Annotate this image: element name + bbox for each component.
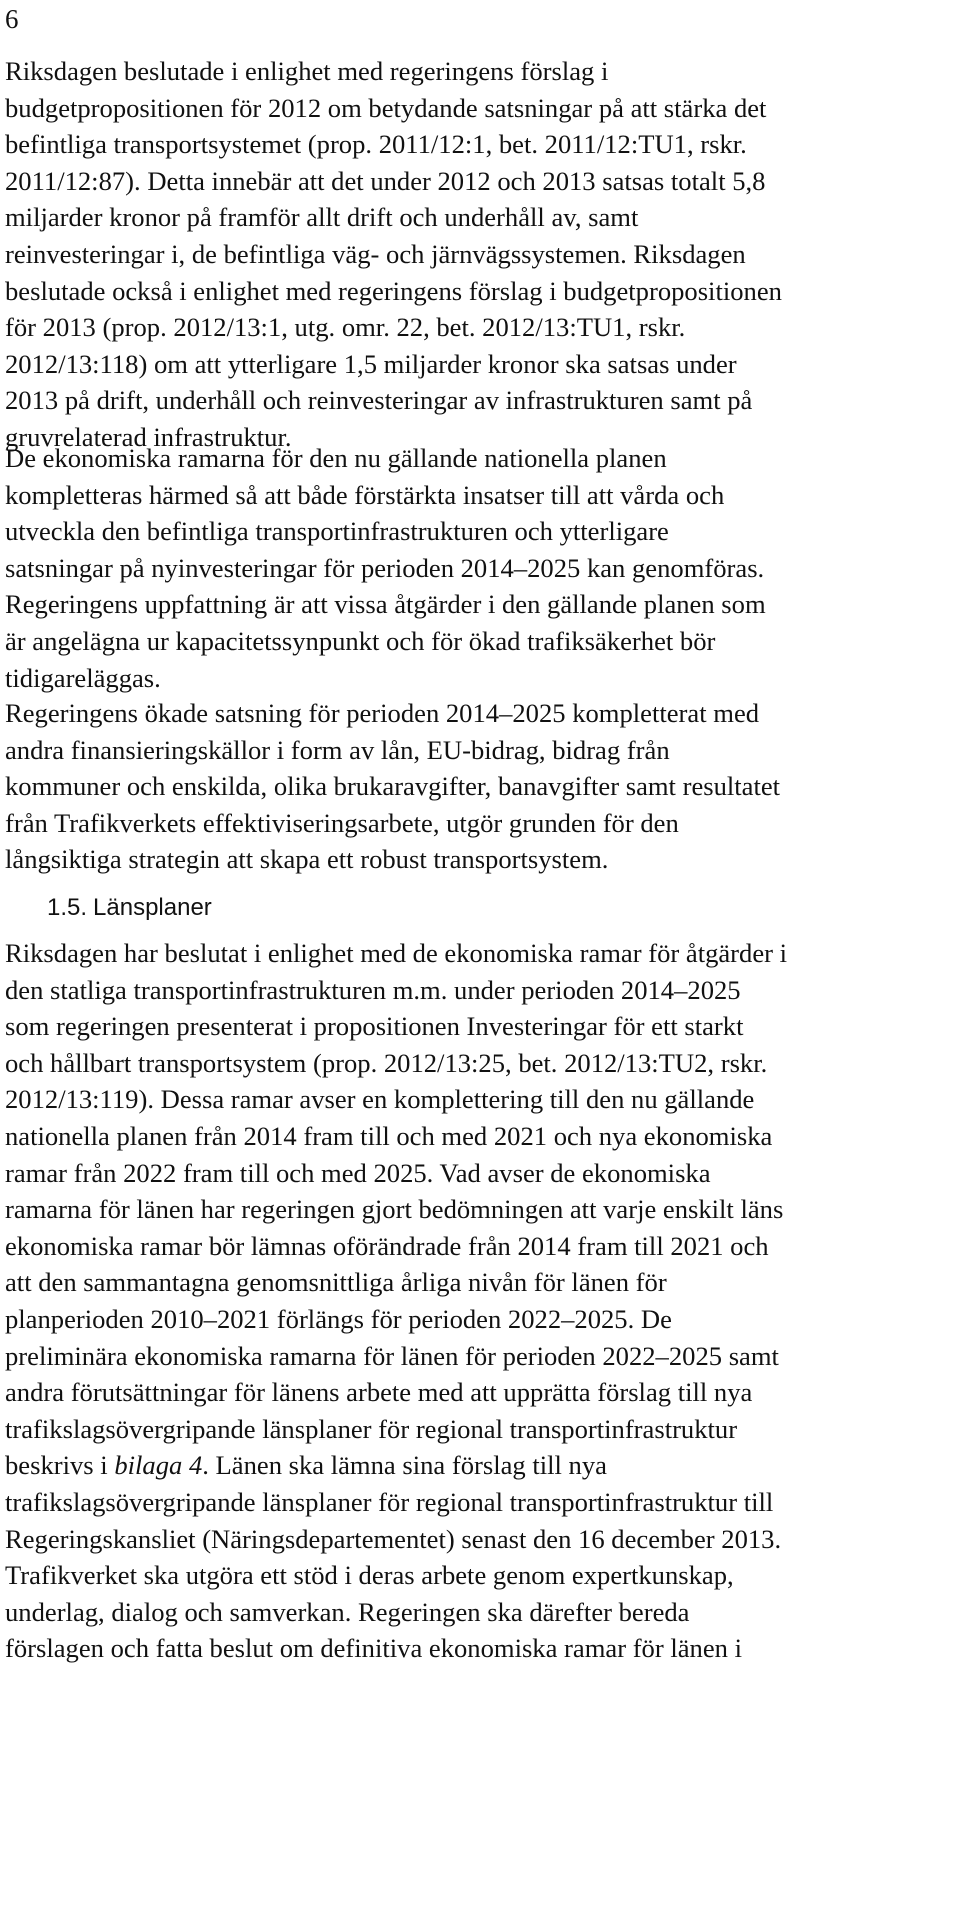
text-line: 2012/13:119). Dessa ramar avser en komplettering till den nu gällande <box>5 1084 755 1115</box>
text-line: De ekonomiska ramarna för den nu gällande nationella planen <box>5 443 667 473</box>
text-line: Regeringens uppfattning är att vissa åtgärder i den gällande planen som <box>5 589 766 620</box>
text-segment: . Länen ska lämna sina förslag till nya <box>202 1450 607 1481</box>
section-heading <box>47 892 212 924</box>
paragraph-3 <box>5 695 953 878</box>
text-line: miljarder kronor på framför allt drift och underhåll av, samt <box>5 202 639 233</box>
text-line: kompletteras härmed så att både förstärkta insatser till att vårda och <box>5 479 725 510</box>
text-line: Riksdagen har beslutat i enlighet med de ekonomiska ramar för åtgärder i <box>5 938 788 968</box>
text-line: Regeringens ökade satsning för perioden 2014–2025 kompletterat med <box>5 698 760 728</box>
text-line: Regeringskansliet (Näringsdepartementet) senast den 16 december 2013. <box>5 1523 782 1554</box>
section-paragraph <box>5 935 953 1667</box>
text-line: från Trafikverkets effektiviseringsarbete, utgör grunden för den <box>5 807 679 838</box>
text-line: ramar från 2022 fram till och med 2025. Vad avser de ekonomiska <box>5 1157 711 1188</box>
text-line: den statliga transportinfrastrukturen m.m. under perioden 2014–2025 <box>5 974 741 1005</box>
text-line: för 2013 (prop. 2012/13:1, utg. omr. 22, bet. 2012/13:TU1, rskr. <box>5 312 686 343</box>
text-line: andra förutsättningar för länens arbete med att upprätta förslag till nya <box>5 1377 753 1408</box>
text-line: reinvesteringar i, de befintliga väg- och järnvägssystemen. Riksdagen <box>5 238 746 269</box>
text-segment: beskrivs i <box>5 1450 115 1481</box>
text-line: ramarna för länen har regeringen gjort bedömningen att varje enskilt läns <box>5 1194 784 1225</box>
section-title: Länsplaner <box>93 894 212 921</box>
text-line: utveckla den befintliga transportinfrastrukturen och ytterligare <box>5 516 669 547</box>
text-line: att den sammantagna genomsnittliga årliga nivån för länen för <box>5 1267 667 1298</box>
text-line: trafikslagsövergripande länsplaner för regional transportinfrastruktur till <box>5 1486 774 1517</box>
text-line: långsiktiga strategin att skapa ett robust transportsystem. <box>5 844 609 875</box>
text-line: som regeringen presenterat i propositionen Investeringar för ett starkt <box>5 1011 744 1042</box>
text-line: satsningar på nyinvesteringar för perioden 2014–2025 kan genomföras. <box>5 552 765 583</box>
text-line: förslagen och fatta beslut om definitiva ekonomiska ramar för länen i <box>5 1633 742 1664</box>
text-line: tidigareläggas. <box>5 662 161 693</box>
text-line: och hållbart transportsystem (prop. 2012/13:25, bet. 2012/13:TU2, rskr. <box>5 1047 768 1078</box>
text-line: är angelägna ur kapacitetssynpunkt och för ökad trafiksäkerhet bör <box>5 625 716 656</box>
text-line: preliminära ekonomiska ramarna för länen för perioden 2022–2025 samt <box>5 1340 779 1371</box>
text-line-with-reference <box>5 1447 953 1484</box>
text-line: trafikslagsövergripande länsplaner för regional transportinfrastruktur <box>5 1413 738 1444</box>
text-line: planperioden 2010–2021 förlängs för perioden 2022–2025. De <box>5 1303 672 1334</box>
page-number: 6 <box>5 4 19 34</box>
text-line: 2011/12:87). Detta innebär att det under 2012 och 2013 satsas totalt 5,8 <box>5 165 766 196</box>
text-line: underlag, dialog och samverkan. Regeringen ska därefter bereda <box>5 1596 690 1627</box>
text-line: kommuner och enskilda, olika brukaravgifter, banavgifter samt resultatet <box>5 771 781 802</box>
text-line: ekonomiska ramar bör lämnas oförändrade från 2014 fram till 2021 och <box>5 1230 769 1261</box>
text-line: 2012/13:118) om att ytterligare 1,5 miljarder kronor ska satsas under <box>5 348 737 379</box>
text-line: Riksdagen beslutade i enlighet med regeringens förslag i <box>5 56 609 86</box>
text-line: 2013 på drift, underhåll och reinvesteringar av infrastrukturen samt på <box>5 385 753 416</box>
text-line: andra finansieringskällor i form av lån, EU-bidrag, bidrag från <box>5 734 670 765</box>
paragraph-2 <box>5 440 953 696</box>
text-line: budgetpropositionen för 2012 om betydande satsningar på att stärka det <box>5 92 767 123</box>
text-line: Trafikverket ska utgöra ett stöd i deras arbete genom expertkunskap, <box>5 1560 734 1591</box>
paragraph-1 <box>5 53 953 456</box>
text-line: gruvrelaterad infrastruktur. <box>5 421 292 452</box>
section-number: 1.5. <box>47 894 88 921</box>
text-line: nationella planen från 2014 fram till och med 2021 och nya ekonomiska <box>5 1120 773 1151</box>
appendix-reference: bilaga 4 <box>114 1450 203 1481</box>
text-line: befintliga transportsystemet (prop. 2011/12:1, bet. 2011/12:TU1, rskr. <box>5 129 747 160</box>
text-line: beslutade också i enlighet med regeringens förslag i budgetpropositionen <box>5 275 782 306</box>
